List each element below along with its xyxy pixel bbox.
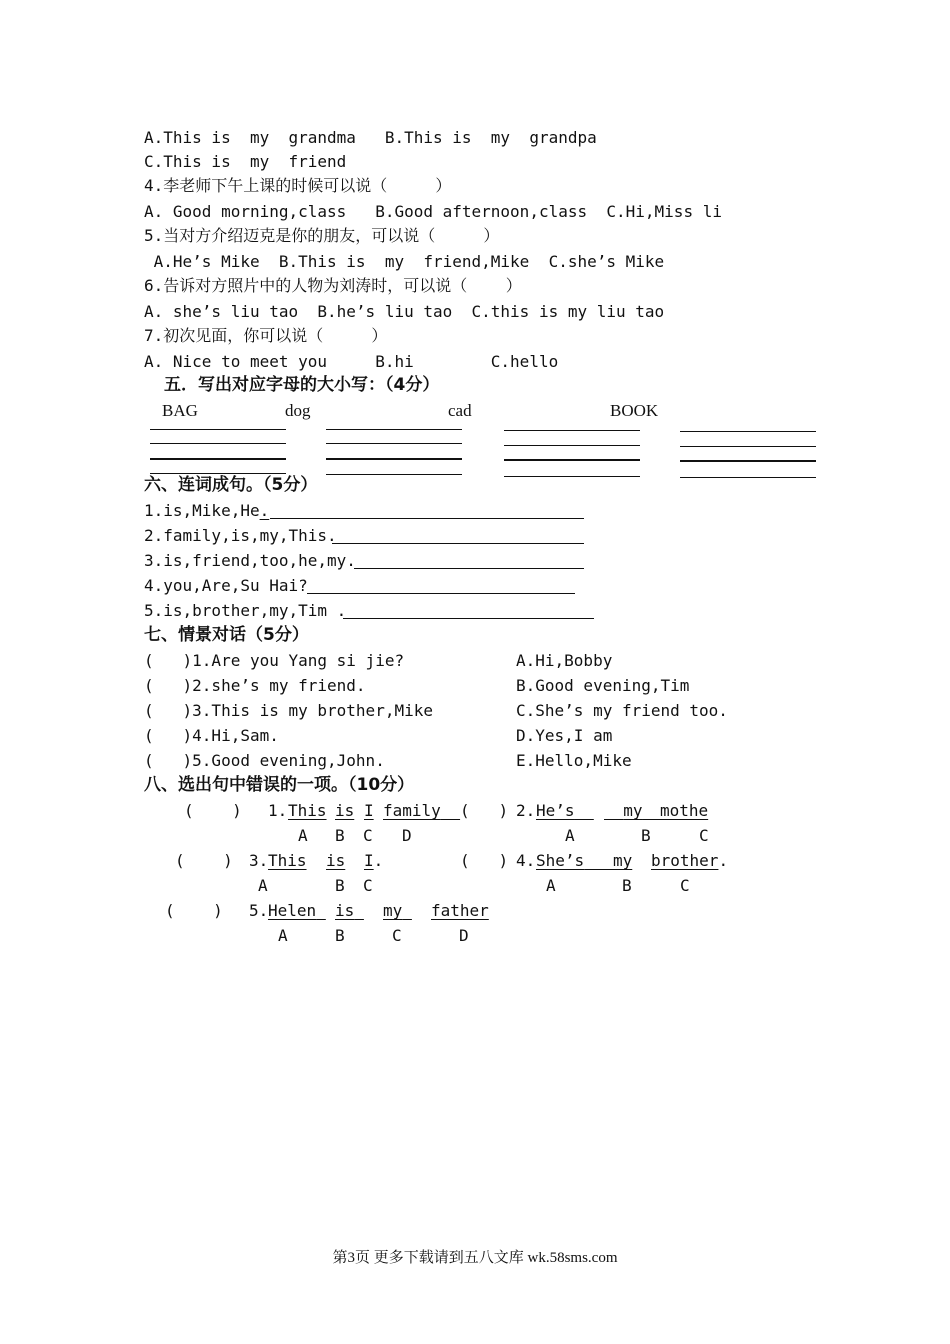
error-q3-letter-a: A: [258, 876, 268, 895]
error-q5-word-a: Helen: [268, 901, 317, 920]
word-book: BOOK: [610, 401, 659, 420]
error-q1-letter-a: A: [298, 826, 308, 845]
error-q3-letter-b: B: [335, 876, 345, 895]
error-q1-letter-b: B: [335, 826, 345, 845]
sentence-4: 4.you,Are,Su Hai?: [144, 576, 308, 595]
word-bag: BAG: [162, 401, 198, 420]
answer-line-4[interactable]: [307, 593, 575, 594]
error-q5-letter-b: B: [335, 926, 345, 945]
dialog-answer-e: E.Hello,Mike: [516, 751, 632, 770]
error-q2-word-a: He’s: [536, 801, 575, 820]
error-q5-word-d: father: [431, 901, 489, 920]
dialog-question-3: ( )3.This is my brother,Mike: [144, 701, 433, 720]
sentence-3: 3.is,friend,too,he,my.: [144, 551, 356, 570]
q7-options: A. Nice to meet you B.hi C.hello: [144, 352, 559, 371]
error-q2-word-b: my: [623, 801, 643, 820]
dialog-answer-d: D.Yes,I am: [516, 726, 613, 745]
dialog-question-2: ( )2.she’s my friend.: [144, 676, 366, 695]
error-q3-bracket: ( ): [175, 851, 233, 870]
error-q1-word-a: This: [288, 801, 327, 820]
sentence-5: 5.is,brother,my,Tim .: [144, 601, 347, 620]
error-q5-letter-a: A: [278, 926, 288, 945]
dialog-question-4: ( )4.Hi,Sam.: [144, 726, 279, 745]
error-q4-letter-b: B: [622, 876, 632, 895]
error-q4-letter-c: C: [680, 876, 690, 895]
error-q2-letter-c: C: [699, 826, 709, 845]
answer-line-5[interactable]: [343, 618, 594, 619]
q5-text: 5.当对方介绍迈克是你的朋友，可以说（ ）: [144, 226, 500, 245]
error-q3-letter-c: C: [363, 876, 373, 895]
error-q5-letter-d: D: [459, 926, 469, 945]
error-q2-word-c: mothe: [660, 801, 709, 820]
q5-options: A.He’s Mike B.This is my friend,Mike C.she’s Mike: [144, 252, 665, 271]
q3-options-a: A.This is my grandma B.This is my grandpa: [144, 128, 597, 147]
sentence-1: 1.is,Mike,He.: [144, 501, 270, 520]
q7-text: 7.初次见面，你可以说（ ）: [144, 326, 388, 345]
error-q4-bracket: ( ): [460, 851, 509, 870]
error-q5-letter-c: C: [392, 926, 402, 945]
word-dog: dog: [285, 401, 311, 420]
error-q4-word-b: my: [613, 851, 633, 870]
error-q3-word-b: is: [326, 851, 346, 870]
dialog-question-5: ( )5.Good evening,John.: [144, 751, 385, 770]
section7-title: 七、情景对话（5分）: [144, 625, 309, 645]
answer-line-1[interactable]: [270, 518, 584, 519]
section5-title: 五．写出对应字母的大小写：（4分）: [164, 375, 440, 395]
q6-text: 6.告诉对方照片中的人物为刘涛时，可以说（ ）: [144, 276, 522, 295]
error-q5-word-b: is: [335, 901, 355, 920]
section8-title: 八、选出句中错误的一项。（10分）: [144, 775, 415, 795]
error-q4-word-a: She’s: [536, 851, 585, 870]
error-q1-num: 1.: [268, 801, 288, 820]
error-q4-num: 4.: [516, 851, 536, 870]
error-q5-word-c: my: [383, 901, 403, 920]
page-footer: 第3页 更多下载请到五八文库 wk.58sms.com: [332, 1250, 618, 1266]
q4-text: 4.李老师下午上课的时候可以说（ ）: [144, 176, 452, 195]
error-q3-word-a: This: [268, 851, 307, 870]
error-q1-word-b: is: [335, 801, 355, 820]
word-cad: cad: [448, 401, 472, 420]
answer-line-2[interactable]: [332, 543, 584, 544]
error-q1-letter-d: D: [402, 826, 412, 845]
section6-title: 六、连词成句。（5分）: [144, 475, 318, 495]
dialog-answer-a: A.Hi,Bobby: [516, 651, 613, 670]
q4-options: A. Good morning,class B.Good afternoon,class C.Hi,Miss li: [144, 202, 722, 221]
error-q1-letter-c: C: [363, 826, 373, 845]
error-q4-word-c: brother.: [651, 851, 729, 870]
dialog-answer-b: B.Good evening,Tim: [516, 676, 690, 695]
answer-line-3[interactable]: [354, 568, 584, 569]
error-q1-bracket: ( ): [184, 801, 242, 820]
error-q3-word-c: I.: [364, 851, 384, 870]
error-q1-word-d: family: [383, 801, 441, 820]
error-q2-num: 2.: [516, 801, 536, 820]
dialog-answer-c: C.She’s my friend too.: [516, 701, 728, 720]
error-q5-num: 5.: [249, 901, 269, 920]
error-q5-bracket: ( ): [165, 901, 223, 920]
error-q1-word-c: I: [364, 801, 374, 820]
error-q2-letter-b: B: [641, 826, 651, 845]
error-q3-num: 3.: [249, 851, 269, 870]
q3-options-b: C.This is my friend: [144, 152, 347, 171]
error-q4-letter-a: A: [546, 876, 556, 895]
error-q2-bracket: ( ): [460, 801, 509, 820]
sentence-2: 2.family,is,my,This.: [144, 526, 337, 545]
q6-options: A. she’s liu tao B.he’s liu tao C.this is my liu tao: [144, 302, 665, 321]
dialog-question-1: ( )1.Are you Yang si jie?: [144, 651, 405, 670]
error-q2-letter-a: A: [565, 826, 575, 845]
